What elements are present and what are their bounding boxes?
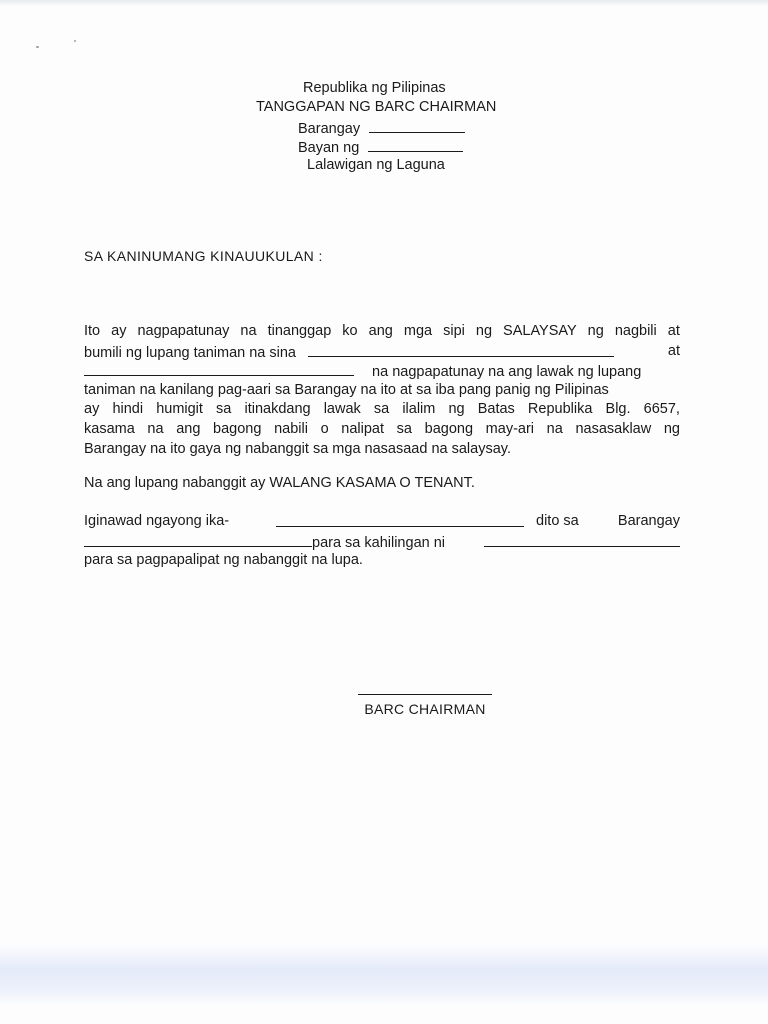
- para2-line: Na ang lupang nabanggit ay WALANG KASAMA O TENANT.: [84, 475, 475, 491]
- word: 6657,: [643, 401, 680, 418]
- buyers-names-blank: [84, 361, 354, 376]
- word: na: [240, 323, 257, 339]
- para3-line1-end: Barangay: [617, 513, 680, 529]
- word: na: [546, 421, 563, 437]
- signature-block: [358, 688, 492, 717]
- word: Ito: [84, 323, 101, 339]
- scan-speck: [74, 40, 76, 42]
- barangay-blank: [369, 118, 465, 133]
- para1-line3-suffix: na nagpapatunay na ang lawak ng lupang: [372, 364, 642, 381]
- word: kasama: [84, 421, 135, 437]
- word: SALAYSAY: [503, 323, 577, 339]
- word: ang: [368, 323, 393, 339]
- scan-shadow: [0, 945, 768, 1005]
- header-province: Lalawigan ng Laguna: [307, 157, 445, 173]
- bayan-label: Bayan ng: [298, 140, 360, 156]
- para1-line6: [84, 420, 680, 440]
- scan-top-edge: [0, 0, 768, 6]
- scan-speck: [36, 46, 39, 48]
- para3-line1-suffix: dito sa: [536, 513, 579, 529]
- signature-line: [358, 688, 492, 695]
- word: itinakdang: [244, 401, 311, 418]
- requester-blank: [484, 532, 680, 547]
- para3-line1-prefix: Iginawad ngayong ika-: [84, 513, 230, 529]
- word: hindi: [112, 401, 144, 418]
- word: Batas: [477, 401, 515, 418]
- para1-line1: [84, 322, 680, 342]
- word: sipi: [443, 323, 465, 339]
- word: bagong: [424, 421, 474, 437]
- word: ay: [111, 323, 127, 339]
- word: ng: [663, 421, 680, 437]
- para1-line4: taniman na kanilang pag-aari sa Barangay na ito at sa iba pang panig ng Pilipinas: [84, 381, 609, 398]
- word: tinanggap: [267, 323, 332, 339]
- date-blank: [276, 512, 524, 527]
- word: nalipat: [341, 421, 385, 437]
- sellers-names-blank: [308, 342, 614, 357]
- bayan-blank: [368, 137, 463, 152]
- word: bagong: [213, 421, 262, 437]
- word: ng: [587, 323, 604, 339]
- word: lawak: [323, 401, 361, 418]
- word: nasasaklaw: [575, 421, 652, 437]
- word: mga: [403, 323, 433, 339]
- salutation: SA KANINUMANG KINAUUKULAN :: [84, 248, 323, 264]
- word: sa: [216, 401, 232, 418]
- para1-line2-prefix: bumili ng lupang taniman na sina: [84, 344, 296, 361]
- word: may-ari: [485, 421, 535, 437]
- barangay-label: Barangay: [298, 121, 361, 137]
- word: ng: [475, 323, 493, 339]
- para1-line3: [84, 361, 641, 383]
- word: Republika: [527, 401, 593, 418]
- word: sa: [396, 421, 412, 437]
- barangay-name-blank: [84, 532, 312, 547]
- word: ang: [176, 421, 201, 437]
- para1-line7: Barangay na ito gaya ng nabanggit sa mga nasasaad na salaysay.: [84, 440, 511, 457]
- word: nagbili: [614, 323, 657, 339]
- word: o: [320, 421, 329, 437]
- signature-label: BARC CHAIRMAN: [364, 701, 486, 717]
- word: na: [147, 421, 164, 437]
- header-office: TANGGAPAN NG BARC CHAIRMAN: [256, 99, 497, 115]
- header-republic: Republika ng Pilipinas: [303, 80, 446, 96]
- word: ko: [342, 323, 358, 339]
- word: at: [667, 323, 680, 339]
- word: ilalim: [402, 401, 436, 418]
- para1-line5: [84, 400, 680, 420]
- word: ng: [448, 401, 465, 418]
- word: Blg.: [605, 401, 631, 418]
- para1-line2: [84, 342, 680, 364]
- para3-line3: para sa pagpapalipat ng nabanggit na lupa.: [84, 552, 363, 569]
- para3-line2-middle: para sa kahilingan ni: [312, 534, 446, 551]
- para3-line1: [84, 512, 680, 532]
- word: ay: [84, 401, 100, 418]
- word: humigit: [156, 401, 203, 418]
- word: sa: [373, 401, 390, 418]
- word: nagpapatunay: [137, 323, 230, 339]
- para1-line2-suffix: at: [667, 342, 680, 359]
- para3-line2: [84, 532, 680, 554]
- word: nabili: [274, 421, 308, 437]
